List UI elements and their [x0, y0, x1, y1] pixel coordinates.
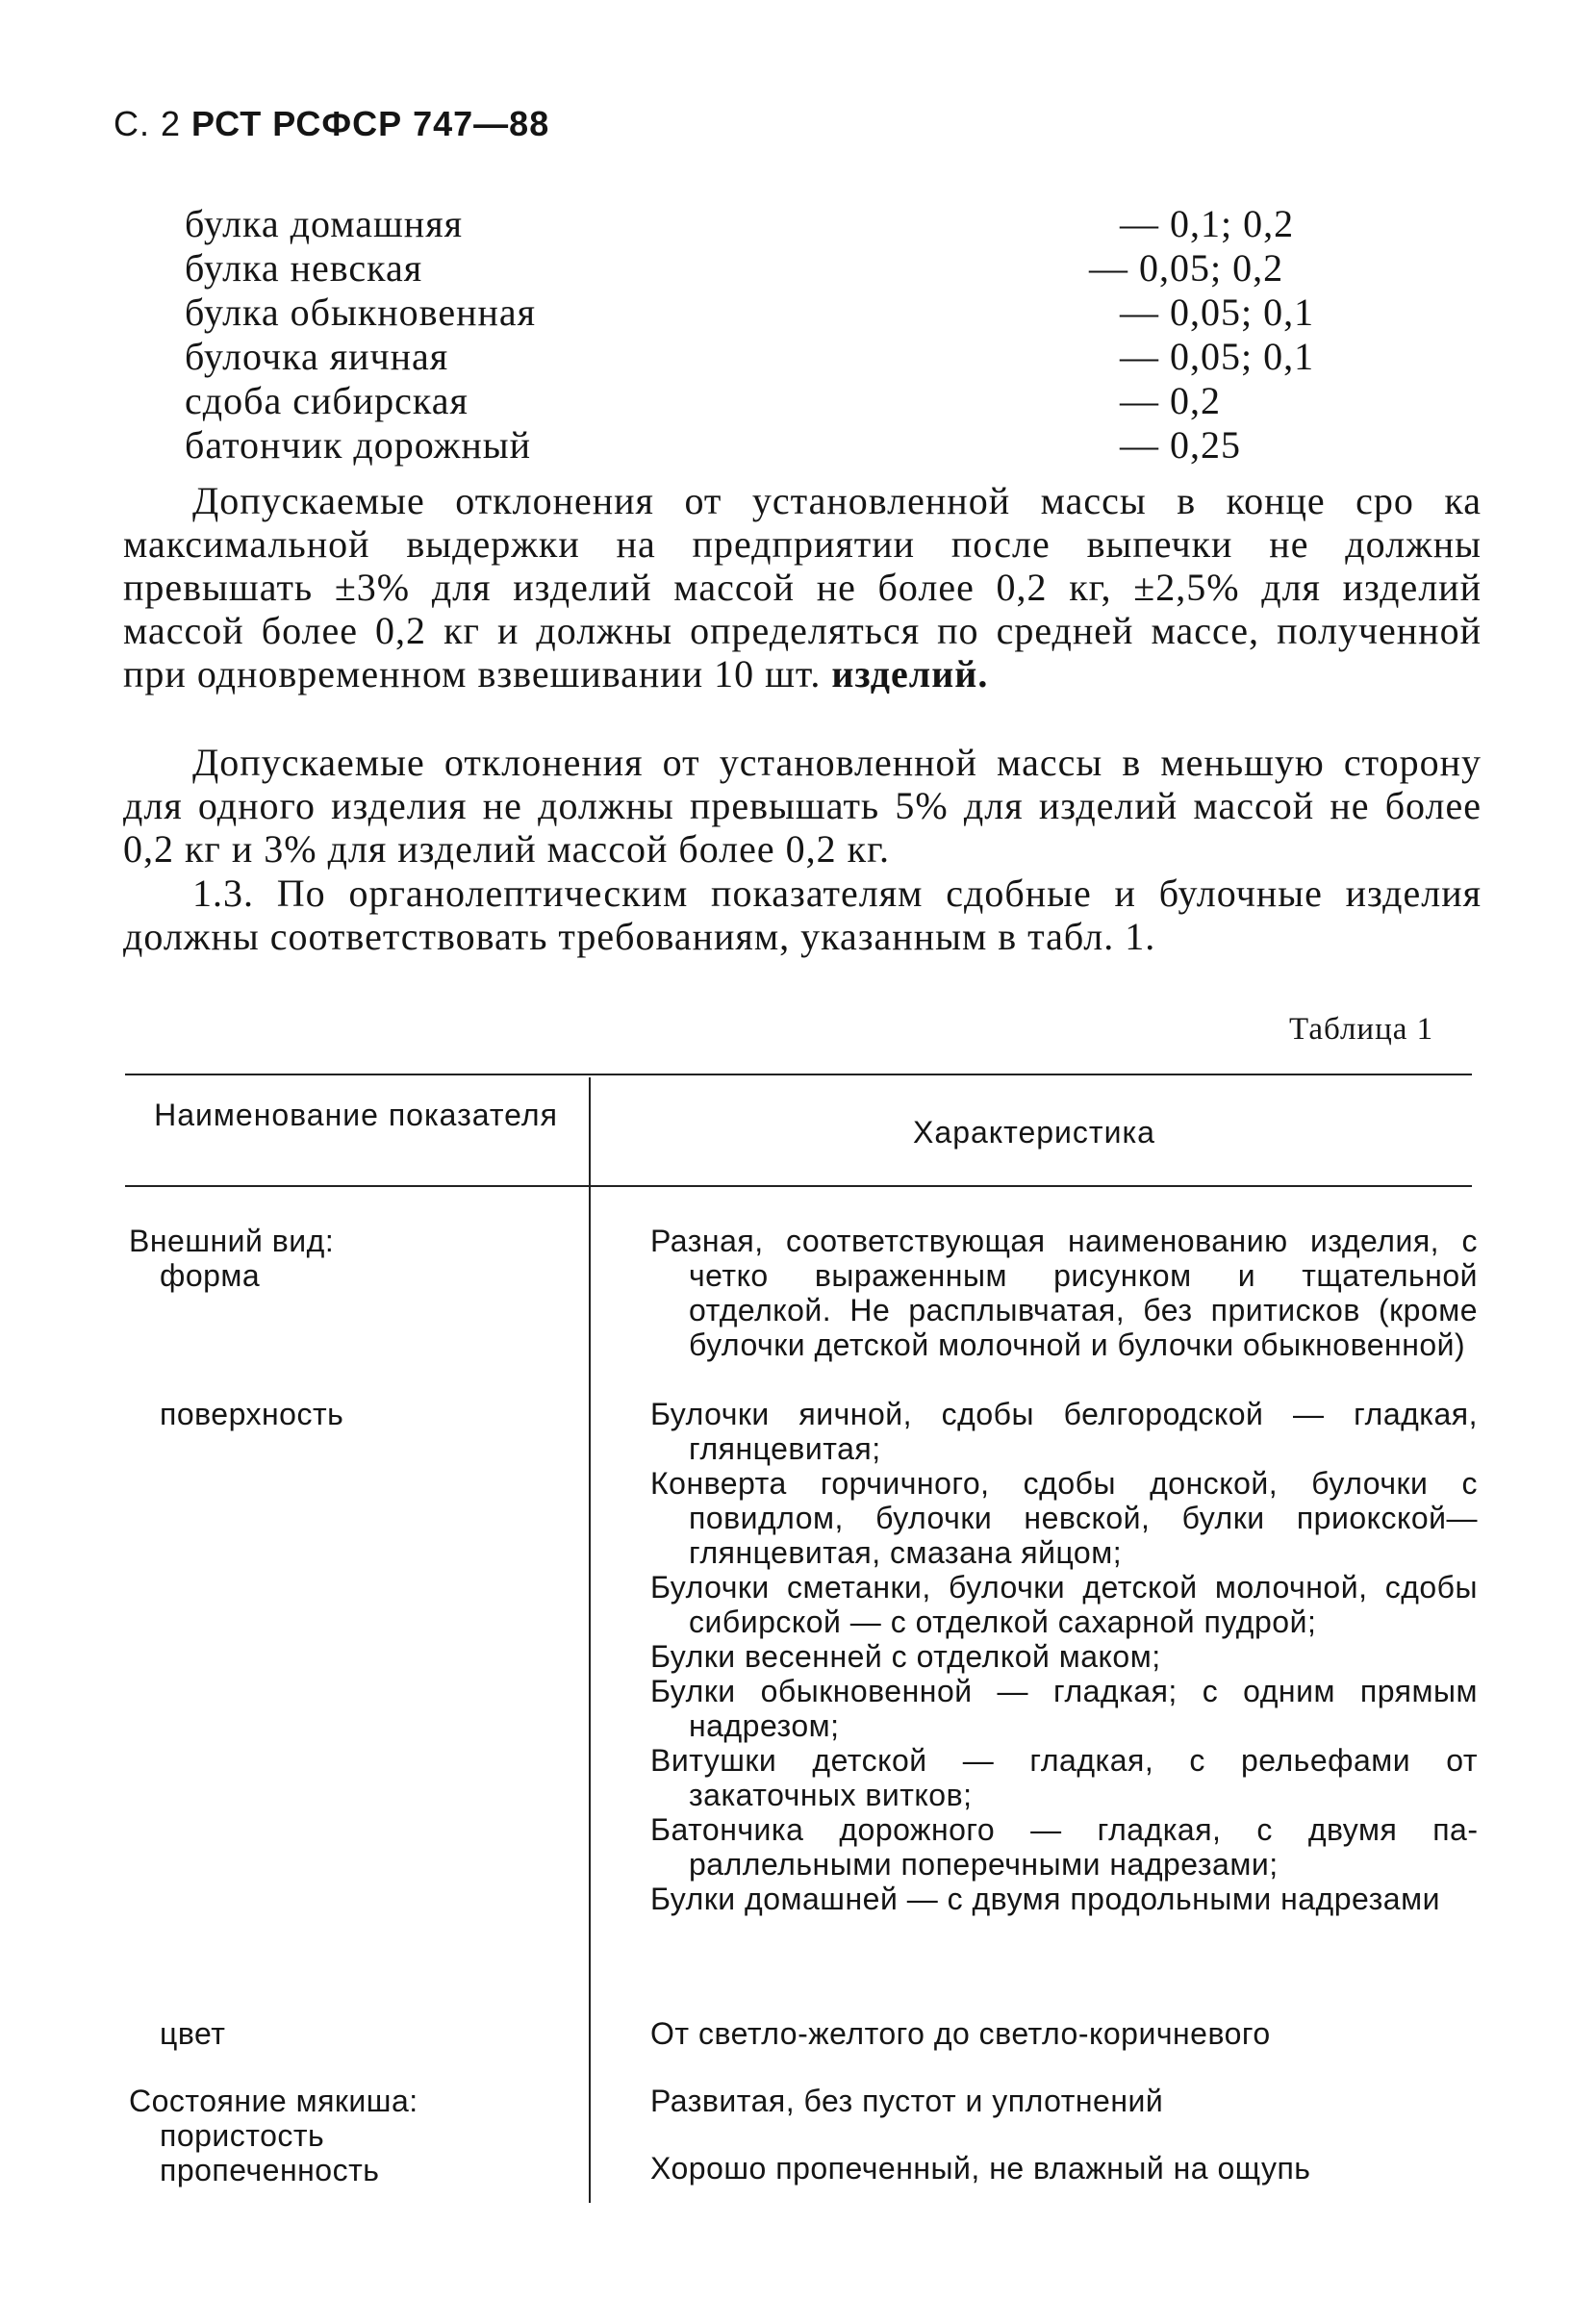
- product-mass: — 0,1; 0,2: [1120, 202, 1295, 245]
- surface-item: Булки домашней — с двумя продольными надрезами: [650, 1882, 1440, 1916]
- paragraph-text-end: изделий.: [831, 652, 989, 695]
- product-name: булка невская: [185, 246, 423, 290]
- table-title: Таблица 1: [1289, 1012, 1434, 1047]
- row-label-form: форма: [160, 1258, 261, 1293]
- row-label-porosity: пористость: [160, 2118, 325, 2153]
- mass-list-item: [185, 423, 1339, 468]
- row-label-color: цвет: [160, 2016, 226, 2051]
- surface-item: Конверта горчичного, сдобы донской, булочки с повидлом, булочки невской, булки приокской— глянцевитая, смазана яйцом;: [650, 1466, 1478, 1570]
- product-name: булочка яичная: [185, 335, 449, 378]
- paragraph-text: 1.3. По органолептическим показателям сдобные и булочные изделия должны соответствовать требованиям, указанным в табл. 1.: [123, 872, 1482, 958]
- document-code: РСТ РСФСР 747—88: [191, 104, 550, 143]
- product-mass: — 0,05; 0,2: [1089, 246, 1284, 290]
- row-label-baked: пропеченность: [160, 2153, 380, 2187]
- row-value-form: [650, 1224, 1478, 1362]
- mass-list-item: [185, 291, 1339, 335]
- row-label-appearance: Внешний вид:: [129, 1224, 335, 1258]
- product-mass: — 0,25: [1120, 423, 1241, 467]
- row-label-surface: поверхность: [160, 1397, 344, 1431]
- table-header-rule: [125, 1185, 1472, 1187]
- table-header-indicator: Наименование показателя: [154, 1098, 558, 1132]
- characteristic-text: Хорошо пропеченный, не влажный на ощупь: [650, 2151, 1311, 2186]
- row-value-color: [650, 2016, 1478, 2051]
- mass-list-item: [185, 202, 1339, 246]
- row-value-porosity: [650, 2084, 1478, 2118]
- product-mass: — 0,05; 0,1: [1120, 291, 1315, 334]
- table-column-divider: [589, 1077, 591, 2203]
- mass-list-item: [185, 246, 1339, 291]
- characteristic-text: От светло-желтого до светло-коричневого: [650, 2016, 1271, 2051]
- surface-item: Булки весенней с отделкой маком;: [650, 1639, 1161, 1674]
- surface-item: Батончика дорожного — гладкая, с двумя параллельными поперечными надрезами;: [650, 1812, 1478, 1882]
- row-value-baked: [650, 2151, 1478, 2186]
- surface-item: Булочки сметанки, булочки детской молочной, сдобы сибирской — с отделкой сахарной пудрой;: [650, 1570, 1478, 1639]
- product-name: булка обыкновенная: [185, 291, 537, 334]
- surface-item: Булки обыкновенной — гладкая; с одним прямым надрезом;: [650, 1674, 1478, 1743]
- mass-list: [185, 202, 1339, 468]
- mass-list-item: [185, 379, 1339, 423]
- row-value-surface: [650, 1397, 1478, 1916]
- characteristic-text: Развитая, без пустот и уплотнений: [650, 2084, 1164, 2118]
- product-mass: — 0,05; 0,1: [1120, 335, 1315, 378]
- paragraph-text: Допускаемые отклонения от установленной массы в меньшую сторону для одного изделия не должны превышать 5% для изделий массой не более 0,2 кг и 3% для изделий массой более 0,2 кг.: [123, 741, 1482, 871]
- product-name: батончик дорожный: [185, 423, 532, 467]
- paragraph-weight-tolerance: [123, 479, 1482, 695]
- row-label-crumb-state: Состояние мякиша:: [129, 2084, 418, 2118]
- paragraph-section-1-3: [123, 872, 1482, 958]
- product-mass: — 0,2: [1120, 379, 1221, 422]
- paragraph-text: Допускаемые отклонения от установленной массы в конце сро ка максимальной выдержки на предприятии после выпечки не должны превышать ±3% для изделий массой не более 0,2 кг, ±2,5% для изделий массой более 0,2 кг и должны определяться по средней массе, полученной при одновременном взвешивании 10 шт.: [123, 479, 1482, 695]
- page-number: С. 2: [114, 104, 182, 143]
- page-header: [114, 104, 549, 144]
- surface-item: Витушки детской — гладкая, с рельефами от закаточных витков;: [650, 1743, 1478, 1812]
- characteristic-text: Разная, соответствующая наименованию изделия, с четко выраженным рисунком и тщательной отделкой. Не расплывчатая, без притисков (кроме булочки детской молочной и булочки обыкновенной): [650, 1224, 1478, 1362]
- surface-item: Булочки яичной, сдобы белгородской — гладкая, глянцевитая;: [650, 1397, 1478, 1466]
- table-top-rule: [125, 1074, 1472, 1075]
- table-header-characteristic: Характеристика: [913, 1115, 1155, 1150]
- mass-list-item: [185, 335, 1339, 379]
- product-name: сдоба сибирская: [185, 379, 469, 422]
- paragraph-single-item-tolerance: [123, 741, 1482, 871]
- product-name: булка домашняя: [185, 202, 463, 245]
